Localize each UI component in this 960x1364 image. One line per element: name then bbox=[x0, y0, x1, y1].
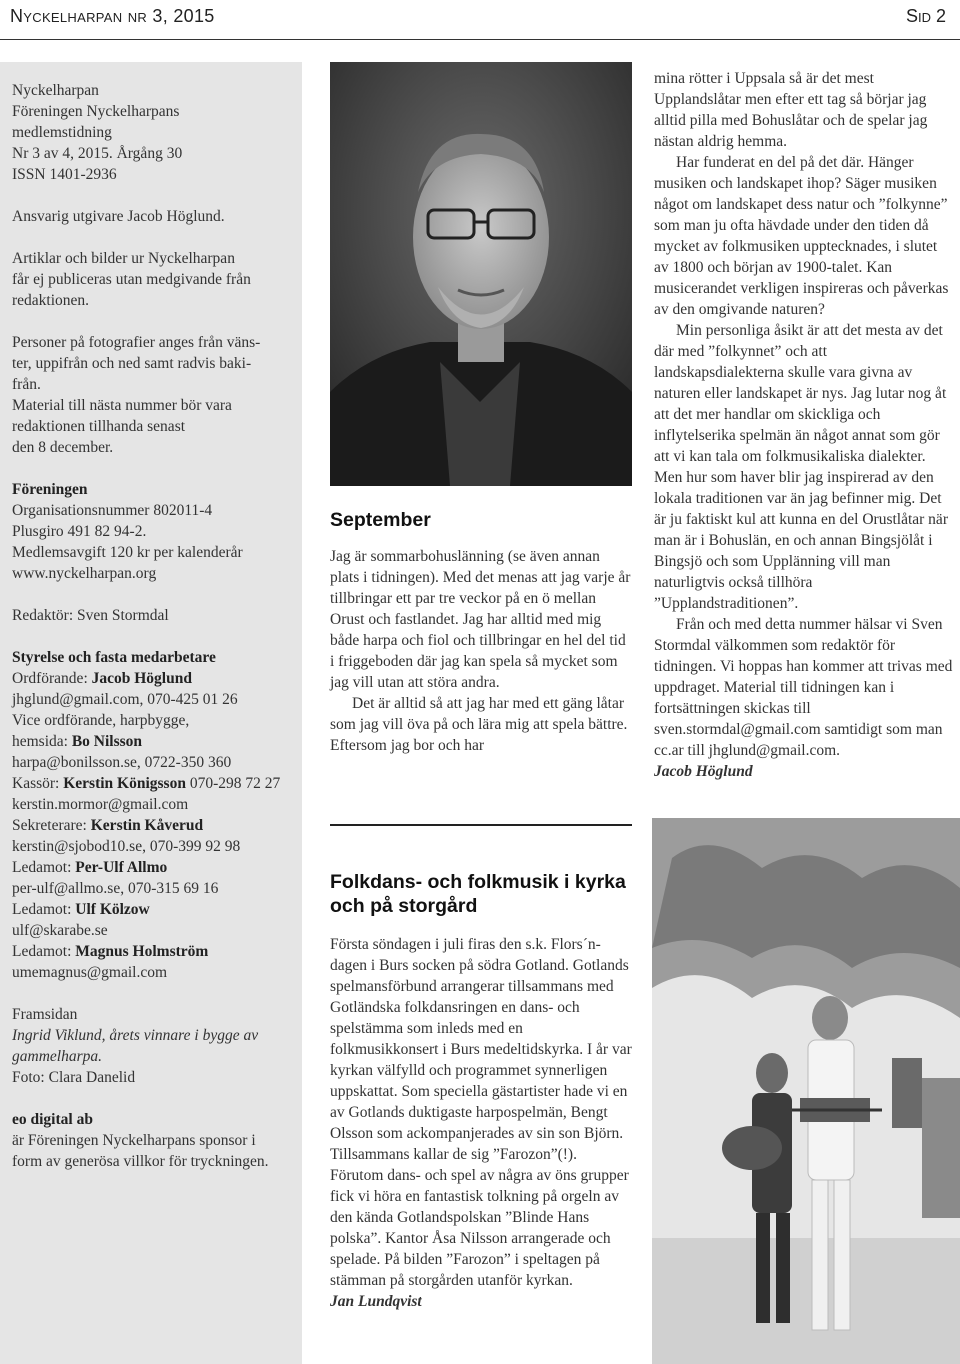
portrait-photo bbox=[330, 62, 632, 486]
article-paragraph: Har funderat en del på det där. Hänger musiken och landskapet ihop? Säger musiken något om landskapet dess natur och ”folkynne” som man ju ofta hävdade under den tiden då mycket av folkmusiken upptecknades, i slutet av 1800 och början av 1900-talet. Kan musicerandet verkligen inspireras och påverkas av den omgivande naturen? bbox=[654, 154, 949, 318]
article-signature: Jacob Höglund bbox=[654, 763, 753, 780]
deadline-line: redaktionen tillhanda senast bbox=[12, 418, 186, 435]
board-chair: Ordförande: Jacob Höglund bbox=[12, 670, 192, 687]
board-vice: Vice ordförande, harpbygge, bbox=[12, 712, 190, 729]
musicians-illustration bbox=[652, 818, 960, 1364]
sponsor-line: form av generösa villkor för tryckningen. bbox=[12, 1153, 269, 1170]
article-signature: Jan Lundqvist bbox=[330, 1293, 422, 1310]
association-heading: Föreningen bbox=[12, 481, 88, 498]
publication-title: Nyckelharpan nr 3, 2015 bbox=[10, 6, 215, 26]
copyright-line: Artiklar och bilder ur Nyckelharpan bbox=[12, 250, 235, 267]
colophon-line: medlemstidning bbox=[12, 124, 112, 141]
board-website-contact: harpa@bonilsson.se, 0722-350 360 bbox=[12, 754, 232, 771]
cover-caption: gammelharpa. bbox=[12, 1048, 102, 1065]
board-member: Ledamot: Per-Ulf Allmo bbox=[12, 859, 168, 876]
section-divider bbox=[330, 824, 632, 826]
cover-photo-credit: Foto: Clara Danelid bbox=[12, 1069, 136, 1086]
sponsor-heading: eo digital ab bbox=[12, 1111, 93, 1128]
colophon-sidebar bbox=[0, 62, 302, 1364]
article-paragraph: Från och med detta nummer hälsar vi Sven Stormdal välkommen som redaktör för tidningen. Vi hoppas han kommer att trivas med uppdraget. Material till tidningen kan i fortsättningen skickas till sven.stormdal@gmail.com samtidigt som man cc.ar till jhglund@gmail.com. bbox=[654, 616, 953, 759]
cover-heading: Framsidan bbox=[12, 1006, 78, 1023]
copyright-line: får ej publiceras utan medgivande från bbox=[12, 271, 251, 288]
board-member-contact: umemagnus@gmail.com bbox=[12, 964, 168, 981]
article-paragraph: Min personliga åsikt är att det mesta av det där med ”folkynnet” och att landskapsdialekterna skulle vara givna av naturen eller landskapet är nys. Jag lutar nog åt att det mer handlar om skickliga och inflytelserika spelmän än något annat som gör att vi kan tala om folkmusikaliska dialekter. Men hur som haver blir jag inspirerad av den lokala traditionen var än jag befinner mig. Det är ju faktiskt kul att kunna en del Orustlåtar när man är i Bohuslän, en och annan Bingsjölåt i Bingsjö och som Upplänning vill man naturligtvis också tillhöra ”Upplandstraditionen”. bbox=[654, 322, 948, 612]
colophon-line: Nyckelharpan bbox=[12, 82, 99, 99]
september-article-continued bbox=[654, 68, 954, 782]
board-treasurer: Kassör: Kerstin Königsson 070-298 72 27 bbox=[12, 775, 281, 792]
article-paragraph: Det är alltid så att jag har med ett gäng låtar som jag vill öva på och lära mig att spela bättre. Eftersom jag bor och har bbox=[330, 695, 628, 754]
photo-note-line: ter, uppifrån och ned samt radvis baki- bbox=[12, 355, 252, 372]
editor-line: Redaktör: Sven Stormdal bbox=[12, 607, 169, 624]
board-chair-contact: jhglund@gmail.com, 070-425 01 26 bbox=[12, 691, 238, 708]
page-header bbox=[0, 0, 960, 40]
plusgiro: Plusgiro 491 82 94-2. bbox=[12, 523, 147, 540]
article-paragraph: Första söndagen i juli firas den s.k. Flors´n-dagen i Burs socken på södra Gotland. Gotlands spelmansförbund arrangerar tillsammans med Gotländska folkdansringen en dans- och spelstämma som inleds med en folkmusikkonsert i Burs medeltidskyrka. I år var kyrkan välfylld och programmet synnerligen uppskattat. Som speciella gästartister hade vi en av Gotlands duktigaste harpospelmän, Bengt Olsson som ackompanjerades av sin son Björn. Tillsammans kallar de sig ”Farozon”(!). Förutom dans- och spel av några av öns grupper fick vi höra en fantastisk tolkning på orgeln av den kända Gotlandspolskan ”Blinde Hans polska”. Kantor Åsa Nilsson arrangerade och spelade. På bilden ”Farozon” i speltagen på stämman på storgården utanför kyrkan. bbox=[330, 936, 632, 1289]
cover-caption: Ingrid Viklund, årets vinnare i bygge av bbox=[12, 1027, 259, 1044]
colophon-line: ISSN 1401-2936 bbox=[12, 166, 117, 183]
photo-note-line: från. bbox=[12, 376, 41, 393]
board-treasurer-email: kerstin.mormor@gmail.com bbox=[12, 796, 189, 813]
article-paragraph: mina rötter i Uppsala så är det mest Upplandslåtar men efter ett tag så börjar jag alltid pilla med Bohuslåtar och de spelar jag nästan aldrig hemma. bbox=[654, 70, 928, 150]
page-number: Sid 2 bbox=[905, 6, 946, 26]
article-title: Folkdans- och folkmusik i kyrka och på storgård bbox=[330, 871, 626, 917]
membership-fee: Medlemsavgift 120 kr per kalenderår bbox=[12, 544, 243, 561]
musicians-photo bbox=[652, 818, 960, 1364]
board-secretary-contact: kerstin@sjobod10.se, 070-399 92 98 bbox=[12, 838, 241, 855]
article-paragraph: Jag är sommarbohuslänning (se även annan plats i tidningen). Med det menas att jag varje år tillbringar ett par tre veckor på en ö mellan Orust och fastlandet. Jag har alltid med mig både harpa och fiol och tillbringar en hel del tid i friggeboden där jag kan spela så mycket som jag vill utan att störa andra. bbox=[330, 548, 631, 691]
board-member: Ledamot: Ulf Kölzow bbox=[12, 901, 150, 918]
board-member: Ledamot: Magnus Holmström bbox=[12, 943, 209, 960]
board-member-contact: per-ulf@allmo.se, 070-315 69 16 bbox=[12, 880, 219, 897]
publisher-line: Ansvarig utgivare Jacob Höglund. bbox=[12, 208, 225, 225]
deadline-line: Material till nästa nummer bör vara bbox=[12, 397, 232, 414]
colophon-line: Föreningen Nyckelharpans bbox=[12, 103, 180, 120]
photo-note-line: Personer på fotografier anges från väns- bbox=[12, 334, 261, 351]
folkdans-article bbox=[330, 870, 632, 1312]
copyright-line: redaktionen. bbox=[12, 292, 90, 309]
org-number: Organisationsnummer 802011-4 bbox=[12, 502, 213, 519]
board-heading: Styrelse och fasta medarbetare bbox=[12, 649, 216, 666]
september-article bbox=[330, 508, 632, 756]
board-member-contact: ulf@skarabe.se bbox=[12, 922, 108, 939]
sponsor-line: är Föreningen Nyckelharpans sponsor i bbox=[12, 1132, 256, 1149]
board-secretary: Sekreterare: Kerstin Kåverud bbox=[12, 817, 204, 834]
portrait-illustration bbox=[330, 62, 632, 486]
deadline-line: den 8 december. bbox=[12, 439, 114, 456]
website-link[interactable]: www.nyckelharpan.org bbox=[12, 565, 157, 582]
colophon-line: Nr 3 av 4, 2015. Årgång 30 bbox=[12, 145, 183, 162]
board-website: hemsida: Bo Nilsson bbox=[12, 733, 143, 750]
article-title: September bbox=[330, 509, 431, 531]
